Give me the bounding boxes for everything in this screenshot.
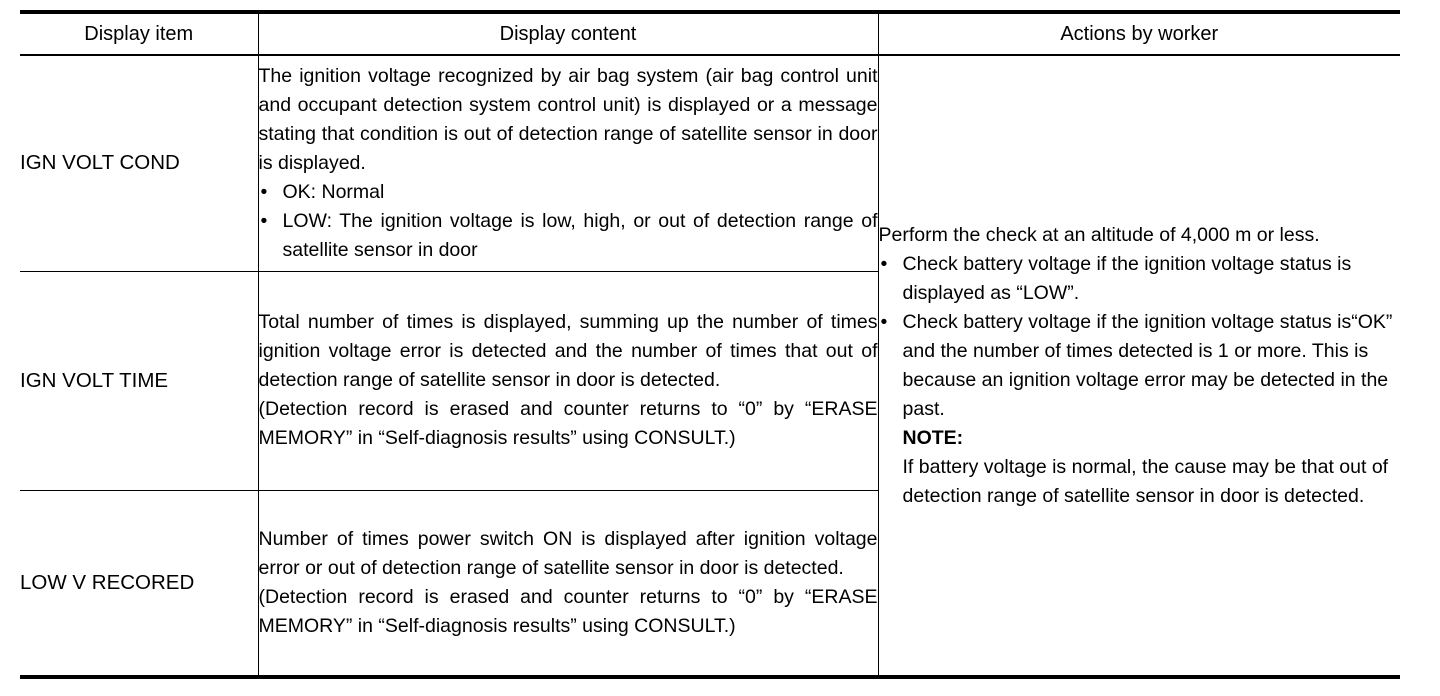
actions-cell xyxy=(878,55,1400,677)
header-display-content: Display content xyxy=(258,12,878,55)
actions-list xyxy=(879,250,1401,424)
actions-intro: Perform the check at an altitude of 4,000 m or less. xyxy=(878,223,1320,246)
content-text: Total number of times is displayed, summing up the number of times ignition voltage error is detected and the number of times that out of detection range of satellite sensor in door is detected. xyxy=(258,311,878,391)
content-note: (Detection record is erased and counter returns to “0” by “ERASE MEMORY” in “Self-diagnosis results” using CONSULT.) xyxy=(258,398,878,449)
status-list xyxy=(259,178,878,265)
list-item xyxy=(879,308,1401,424)
content-note: (Detection record is erased and counter returns to “0” by “ERASE MEMORY” in “Self-diagnosis results” using CONSULT.) xyxy=(258,585,878,637)
list-item-text: OK: Normal xyxy=(282,180,385,203)
content-text: Number of times power switch ON is displayed after ignition voltage error or out of detection range of satellite sensor in door is detected. xyxy=(258,527,878,579)
display-content-cell xyxy=(258,55,878,271)
display-content-cell xyxy=(258,490,878,677)
note-text: If battery voltage is normal, the cause may be that out of detection range of satellite sensor in door is detected. xyxy=(902,455,1389,507)
display-item-ign-volt-time: IGN VOLT TIME xyxy=(20,271,258,490)
bullet-icon: • xyxy=(880,252,888,275)
list-item xyxy=(259,207,878,265)
list-item-text: Check battery voltage if the ignition voltage status is displayed as “LOW”. xyxy=(902,252,1352,304)
bullet-icon: • xyxy=(260,209,268,232)
list-item-text: Check battery voltage if the ignition voltage status is“OK” and the number of times detected is 1 or more. This is because an ignition voltage error may be detected in the past. xyxy=(902,310,1393,420)
list-item xyxy=(879,250,1401,308)
list-item-text: LOW: The ignition voltage is low, high, or out of detection range of satellite sensor in door xyxy=(282,209,878,261)
bullet-icon: • xyxy=(880,310,888,333)
bullet-icon: • xyxy=(260,180,268,203)
display-items-table xyxy=(20,10,1400,679)
list-item xyxy=(259,178,878,207)
display-item-low-v-recored: LOW V RECORED xyxy=(20,490,258,677)
display-item-ign-volt-cond: IGN VOLT COND xyxy=(20,55,258,271)
table-row xyxy=(20,55,1400,271)
header-actions-by-worker: Actions by worker xyxy=(878,12,1400,55)
note-label: NOTE: xyxy=(902,426,964,449)
header-display-item: Display item xyxy=(20,12,258,55)
display-content-cell xyxy=(258,271,878,490)
content-text: The ignition voltage recognized by air bag system (air bag control unit and occupant detection system control unit) is displayed or a message stating that condition is out of detection range of satellite sensor in door is displayed. xyxy=(258,64,878,174)
header-row xyxy=(20,12,1400,55)
